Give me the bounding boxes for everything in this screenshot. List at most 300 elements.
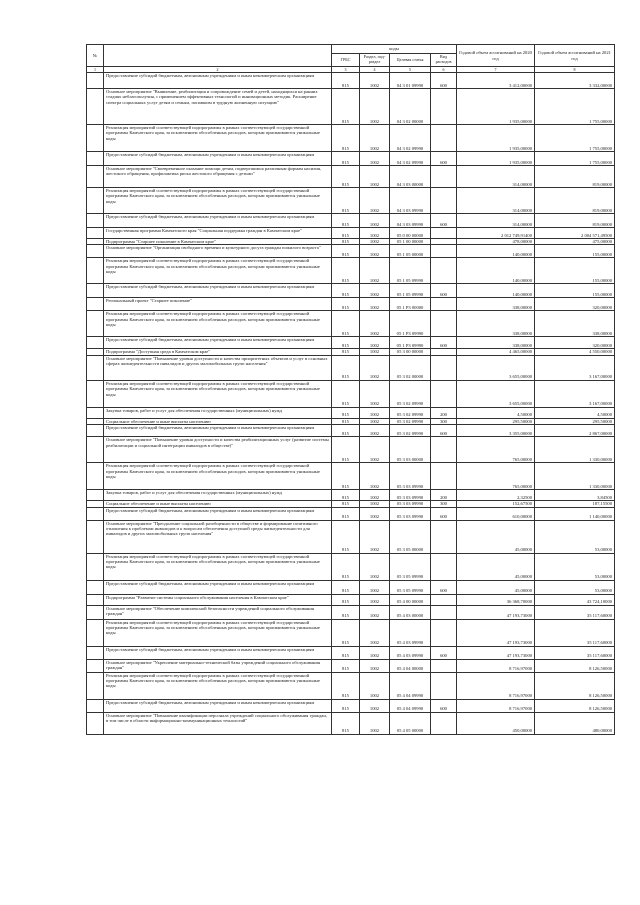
row-num-cell (87, 214, 104, 228)
row-section-cell: 1002 (360, 507, 390, 520)
col-grbs-header: ГРБС (332, 54, 360, 67)
row-name-cell: Подпрограмма "Развитие системы социального обслуживания населения в Камчатском крае" (104, 594, 332, 605)
row-target-cell: 05 3 03 09990 (390, 501, 431, 507)
row-grbs-cell: 815 (332, 258, 360, 284)
row-sum-2020-cell: 765,00000 (457, 463, 535, 490)
row-sum-2021-cell: 2 867,00000 (535, 425, 615, 437)
row-expense-type-cell (431, 463, 457, 490)
row-section-cell: 1002 (360, 245, 390, 258)
row-name-cell: Социальное обеспечение и иные выплаты населению (104, 418, 332, 424)
row-expense-type-cell: 600 (431, 284, 457, 298)
row-grbs-cell: 815 (332, 501, 360, 507)
row-section-cell: 1002 (360, 166, 390, 188)
table-row (87, 125, 615, 152)
col-2020-header: Годовой объем ассигнований на 2020 год (457, 45, 535, 67)
row-num-cell (87, 188, 104, 214)
row-expense-type-cell: 600 (431, 337, 457, 349)
row-grbs-cell: 815 (332, 418, 360, 424)
column-index-cell: 5 (390, 67, 431, 73)
row-name-cell: Реализация мероприятий соответствующей подпрограммы в рамках соответствующей государственной программы Камчатского края, за исключением обособленных расходов, которым присваиваются уникальные коды (104, 311, 332, 337)
row-expense-type-cell (431, 605, 457, 619)
row-section-cell: 1002 (360, 501, 390, 507)
row-sum-2020-cell: 47 193,73000 (457, 646, 535, 659)
row-expense-type-cell (431, 712, 457, 734)
table-row (87, 425, 615, 437)
row-sum-2020-cell: 3 412,00000 (457, 73, 535, 89)
row-sum-2020-cell: 4 465,00000 (457, 349, 535, 355)
row-target-cell: 05 3 02 09990 (390, 425, 431, 437)
row-sum-2020-cell: 8 716,97000 (457, 672, 535, 699)
row-target-cell: 05 1 00 00000 (390, 239, 431, 245)
row-name-cell: Основное мероприятие "Преодоление социальной разобщенности в обществе и формирование позитивного отношения к проблемам инвалидов и к вопросам обеспечения доступной среды жизнедеятельности для инвалидов и других маломобильных групп населения" (104, 520, 332, 553)
table-row (87, 228, 615, 239)
row-sum-2021-cell: 819,00000 (535, 214, 615, 228)
row-sum-2020-cell: 295,50000 (457, 418, 535, 424)
row-grbs-cell: 815 (332, 490, 360, 501)
table-row (87, 507, 615, 520)
row-num-cell (87, 337, 104, 349)
row-sum-2021-cell: 3 167,00000 (535, 380, 615, 407)
row-sum-2020-cell: 47 193,73000 (457, 605, 535, 619)
row-name-cell: Основное мероприятие "Выявление, реабилитация и сопровождение семей и детей, находящихся на ранних стадиях неблагополучия, с применением эффективных технологий и инновационных методик. Расширение спектра социальных услуг детям и семьям, попавшим в трудную жизненную ситуацию" (104, 89, 332, 125)
row-name-cell: Закупка товаров, работ и услуг для обеспечения государственных (муниципальных) нужд (104, 407, 332, 418)
row-sum-2021-cell: 8 126,50000 (535, 699, 615, 712)
row-grbs-cell: 815 (332, 355, 360, 380)
row-grbs-cell: 815 (332, 166, 360, 188)
row-grbs-cell: 815 (332, 407, 360, 418)
row-sum-2021-cell: 155,00000 (535, 284, 615, 298)
row-target-cell: 04 3 02 09990 (390, 152, 431, 166)
row-sum-2021-cell: 53,00000 (535, 553, 615, 580)
row-target-cell: 04 3 01 09990 (390, 73, 431, 89)
table-row (87, 73, 615, 89)
row-sum-2020-cell: 2 012 749,91400 (457, 228, 535, 239)
row-target-cell: 04 3 03 09990 (390, 214, 431, 228)
row-expense-type-cell: 600 (431, 646, 457, 659)
row-grbs-cell: 815 (332, 507, 360, 520)
row-sum-2021-cell: 475,00000 (535, 239, 615, 245)
table-row (87, 355, 615, 380)
row-target-cell: 05 4 04 09990 (390, 672, 431, 699)
row-sum-2020-cell: 45,00000 (457, 580, 535, 594)
row-target-cell: 05 4 05 00000 (390, 712, 431, 734)
row-name-cell: Предоставление субсидий бюджетным, автономным учреждениям и иным некоммерческим организациям (104, 646, 332, 659)
row-num-cell (87, 284, 104, 298)
row-target-cell: 05 3 03 09990 (390, 490, 431, 501)
row-section-cell: 1002 (360, 425, 390, 437)
row-section-cell: 1002 (360, 490, 390, 501)
codes-group-header: коды (332, 45, 457, 54)
row-expense-type-cell (431, 89, 457, 125)
row-sum-2020-cell: 765,00000 (457, 437, 535, 463)
row-expense-type-cell (431, 520, 457, 553)
row-name-cell: Реализация мероприятий соответствующей подпрограммы в рамках соответствующей государственной программы Камчатского края, за исключением обособленных расходов, которым присваиваются уникальные коды (104, 672, 332, 699)
row-grbs-cell: 815 (332, 553, 360, 580)
row-expense-type-cell: 600 (431, 152, 457, 166)
row-target-cell: 04 3 02 09990 (390, 125, 431, 152)
table-row (87, 89, 615, 125)
row-sum-2020-cell: 140,00000 (457, 245, 535, 258)
row-section-cell: 1002 (360, 463, 390, 490)
table-row (87, 605, 615, 619)
row-num-cell (87, 152, 104, 166)
row-sum-2020-cell: 314,00000 (457, 188, 535, 214)
row-name-cell: Предоставление субсидий бюджетным, автономным учреждениям и иным некоммерческим организациям (104, 152, 332, 166)
row-name-cell: Закупка товаров, работ и услуг для обеспечения государственных (муниципальных) нужд (104, 490, 332, 501)
row-grbs-cell: 815 (332, 73, 360, 89)
row-target-cell: 05 4 03 09990 (390, 619, 431, 646)
row-section-cell: 1002 (360, 152, 390, 166)
row-grbs-cell: 815 (332, 619, 360, 646)
row-target-cell: 05 3 03 09990 (390, 463, 431, 490)
row-target-cell: 05 4 03 00000 (390, 605, 431, 619)
row-num-cell (87, 245, 104, 258)
row-sum-2021-cell: 819,00000 (535, 188, 615, 214)
row-grbs-cell: 815 (332, 699, 360, 712)
row-expense-type-cell: 600 (431, 425, 457, 437)
table-row (87, 284, 615, 298)
row-name-cell: Основное мероприятие "Своевременное оказание помощи детям, подвергшимся различным формам насилия, жестокого обращения, профилактика риска жестокого обращения с детьми" (104, 166, 332, 188)
row-sum-2020-cell: 1 935,00000 (457, 125, 535, 152)
row-expense-type-cell: 300 (431, 501, 457, 507)
row-sum-2021-cell: 155,00000 (535, 258, 615, 284)
row-section-cell: 1002 (360, 214, 390, 228)
row-expense-type-cell (431, 245, 457, 258)
row-name-cell: Основное мероприятие "Повышение уровня доступности и качества приоритетных объектов и услуг в основных сферах жизнедеятельности инвалидов и других маломобильных групп населения" (104, 355, 332, 380)
col-name-header (104, 45, 332, 67)
row-grbs-cell: 815 (332, 214, 360, 228)
row-target-cell: 05 3 05 09990 (390, 553, 431, 580)
table-row (87, 659, 615, 672)
row-target-cell: 04 3 03 09990 (390, 188, 431, 214)
row-section-cell: 1002 (360, 258, 390, 284)
row-name-cell: Реализация мероприятий соответствующей подпрограммы в рамках соответствующей государственной программы Камчатского края, за исключением обособленных расходов, которым присваиваются уникальные коды (104, 463, 332, 490)
row-sum-2021-cell: 1 330,00000 (535, 463, 615, 490)
row-num-cell (87, 659, 104, 672)
row-target-cell: 05 3 03 00000 (390, 437, 431, 463)
row-grbs-cell: 815 (332, 580, 360, 594)
column-index-cell: 7 (457, 67, 535, 73)
row-target-cell: 04 3 02 00000 (390, 89, 431, 125)
row-num-cell (87, 646, 104, 659)
row-num-cell (87, 89, 104, 125)
row-name-cell: Подпрограмма "Доступная среда в Камчатском крае" (104, 349, 332, 355)
column-index-cell: 3 (332, 67, 360, 73)
column-index-cell: 6 (431, 67, 457, 73)
row-sum-2020-cell: 140,00000 (457, 258, 535, 284)
row-section-cell: 1002 (360, 349, 390, 355)
row-section-cell: 1002 (360, 418, 390, 424)
table-row (87, 214, 615, 228)
row-expense-type-cell (431, 355, 457, 380)
row-sum-2021-cell: 320,00000 (535, 337, 615, 349)
row-name-cell: Региональный проект "Старшее поколение" (104, 298, 332, 311)
row-name-cell: Социальное обеспечение и иные выплаты населению (104, 501, 332, 507)
row-grbs-cell: 815 (332, 672, 360, 699)
budget-table-sheet (86, 44, 614, 735)
row-name-cell: Предоставление субсидий бюджетным, автономным учреждениям и иным некоммерческим организациям (104, 284, 332, 298)
row-expense-type-cell (431, 298, 457, 311)
row-section-cell: 1002 (360, 228, 390, 239)
row-section-cell: 1002 (360, 646, 390, 659)
row-num-cell (87, 425, 104, 437)
table-row (87, 699, 615, 712)
row-target-cell: 05 3 05 09990 (390, 580, 431, 594)
row-sum-2021-cell: 8 126,50000 (535, 659, 615, 672)
column-index-cell: 8 (535, 67, 615, 73)
table-row (87, 490, 615, 501)
row-expense-type-cell: 600 (431, 214, 457, 228)
row-target-cell: 05 3 05 00000 (390, 520, 431, 553)
row-num-cell (87, 73, 104, 89)
row-sum-2021-cell: 3 167,00000 (535, 355, 615, 380)
row-expense-type-cell (431, 125, 457, 152)
row-target-cell: 05 1 05 09990 (390, 284, 431, 298)
row-expense-type-cell: 600 (431, 73, 457, 89)
row-sum-2021-cell: 1 755,00000 (535, 125, 615, 152)
row-num-cell (87, 605, 104, 619)
row-sum-2020-cell: 1 935,00000 (457, 152, 535, 166)
row-target-cell: 05 0 00 00000 (390, 228, 431, 239)
table-row (87, 258, 615, 284)
row-num-cell (87, 258, 104, 284)
table-row (87, 437, 615, 463)
row-target-cell: 05 1 P3 00000 (390, 298, 431, 311)
row-num-cell (87, 490, 104, 501)
row-section-cell: 1002 (360, 337, 390, 349)
row-name-cell: Основное мероприятие "Укрепление материально-технической базы учреждений социального обслуживания граждан" (104, 659, 332, 672)
row-sum-2020-cell: 3 655,00000 (457, 380, 535, 407)
row-sum-2020-cell: 610,00000 (457, 507, 535, 520)
row-sum-2020-cell: 338,00000 (457, 337, 535, 349)
row-name-cell: Подпрограмма "Старшее поколение в Камчатском крае" (104, 239, 332, 245)
row-grbs-cell: 815 (332, 380, 360, 407)
row-sum-2021-cell: 2 004 571,49500 (535, 228, 615, 239)
row-sum-2020-cell: 4,50000 (457, 407, 535, 418)
row-expense-type-cell (431, 619, 457, 646)
row-expense-type-cell: 300 (431, 418, 457, 424)
row-expense-type-cell: 600 (431, 507, 457, 520)
row-num-cell (87, 463, 104, 490)
row-sum-2020-cell: 1 935,00000 (457, 89, 535, 125)
row-name-cell: Предоставление субсидий бюджетным, автономным учреждениям и иным некоммерческим организациям (104, 337, 332, 349)
row-num-cell (87, 594, 104, 605)
row-target-cell: 05 3 02 00000 (390, 355, 431, 380)
col-expense-type-header: Вид расходов (431, 54, 457, 67)
row-num-cell (87, 619, 104, 646)
row-sum-2021-cell: 35 117,60000 (535, 605, 615, 619)
row-sum-2020-cell: 314,00000 (457, 214, 535, 228)
row-grbs-cell: 815 (332, 311, 360, 337)
row-target-cell: 05 3 02 09990 (390, 380, 431, 407)
column-index-cell: 2 (104, 67, 332, 73)
row-grbs-cell: 815 (332, 298, 360, 311)
row-expense-type-cell: 200 (431, 490, 457, 501)
table-row (87, 166, 615, 188)
row-expense-type-cell: 200 (431, 407, 457, 418)
column-index-cell: 4 (360, 67, 390, 73)
row-grbs-cell: 815 (332, 594, 360, 605)
row-expense-type-cell (431, 553, 457, 580)
row-name-cell: Предоставление субсидий бюджетным, автономным учреждениям и иным некоммерческим организациям (104, 580, 332, 594)
row-section-cell: 1002 (360, 188, 390, 214)
row-target-cell: 05 3 00 00000 (390, 349, 431, 355)
row-num-cell (87, 311, 104, 337)
row-num-cell (87, 166, 104, 188)
row-target-cell: 05 4 00 00000 (390, 594, 431, 605)
row-section-cell: 1002 (360, 311, 390, 337)
row-target-cell: 05 3 02 09990 (390, 418, 431, 424)
row-section-cell: 1002 (360, 125, 390, 152)
row-sum-2021-cell: 35 117,60000 (535, 619, 615, 646)
row-expense-type-cell (431, 659, 457, 672)
row-expense-type-cell (431, 228, 457, 239)
row-grbs-cell: 815 (332, 89, 360, 125)
table-row (87, 580, 615, 594)
row-num-cell (87, 355, 104, 380)
row-target-cell: 05 4 03 09990 (390, 646, 431, 659)
table-row (87, 245, 615, 258)
row-sum-2021-cell: 155,00000 (535, 245, 615, 258)
row-name-cell: Реализация мероприятий соответствующей подпрограммы в рамках соответствующей государственной программы Камчатского края, за исключением обособленных расходов, которым присваиваются уникальные коды (104, 619, 332, 646)
row-section-cell: 1002 (360, 619, 390, 646)
row-expense-type-cell (431, 380, 457, 407)
row-num-cell (87, 507, 104, 520)
row-grbs-cell: 815 (332, 125, 360, 152)
row-section-cell: 1002 (360, 672, 390, 699)
row-section-cell: 1002 (360, 284, 390, 298)
row-name-cell: Предоставление субсидий бюджетным, автономным учреждениям и иным некоммерческим организациям (104, 507, 332, 520)
row-grbs-cell: 815 (332, 188, 360, 214)
row-target-cell: 05 3 03 09990 (390, 507, 431, 520)
row-target-cell: 05 1 05 09990 (390, 258, 431, 284)
row-section-cell: 1002 (360, 89, 390, 125)
row-sum-2020-cell: 8 716,97000 (457, 699, 535, 712)
row-sum-2021-cell: 53,00000 (535, 580, 615, 594)
row-grbs-cell: 815 (332, 228, 360, 239)
row-sum-2021-cell: 1 755,00000 (535, 89, 615, 125)
col-target-header: Целевая статья (390, 54, 431, 67)
budget-table (86, 44, 615, 735)
row-grbs-cell: 815 (332, 605, 360, 619)
row-target-cell: 05 1 05 00000 (390, 245, 431, 258)
row-target-cell: 05 4 04 09990 (390, 699, 431, 712)
row-sum-2020-cell: 450,00000 (457, 712, 535, 734)
row-section-cell: 1002 (360, 298, 390, 311)
row-num-cell (87, 580, 104, 594)
row-target-cell: 05 4 04 00000 (390, 659, 431, 672)
row-num-cell (87, 437, 104, 463)
row-section-cell: 1002 (360, 355, 390, 380)
row-section-cell: 1002 (360, 605, 390, 619)
table-row (87, 712, 615, 734)
row-grbs-cell: 815 (332, 437, 360, 463)
row-sum-2021-cell: 1 140,00000 (535, 507, 615, 520)
row-sum-2020-cell: 140,00000 (457, 284, 535, 298)
row-name-cell: Основное мероприятие "Организация свободного времени и культурного досуга граждан пожилого возраста" (104, 245, 332, 258)
table-row (87, 337, 615, 349)
row-name-cell: Реализация мероприятий соответствующей подпрограммы в рамках соответствующей государственной программы Камчатского края, за исключением обособленных расходов, которым присваиваются уникальные коды (104, 553, 332, 580)
row-section-cell: 1002 (360, 73, 390, 89)
row-expense-type-cell (431, 437, 457, 463)
col-2021-header: Годовой объем ассигнований на 2021 год (535, 45, 615, 67)
row-target-cell: 05 1 P3 09990 (390, 337, 431, 349)
row-sum-2021-cell: 8 126,50000 (535, 672, 615, 699)
row-num-cell (87, 672, 104, 699)
row-section-cell: 1002 (360, 594, 390, 605)
row-grbs-cell: 815 (332, 463, 360, 490)
row-expense-type-cell (431, 188, 457, 214)
row-sum-2020-cell: 2,32500 (457, 490, 535, 501)
row-name-cell: Реализация мероприятий соответствующей подпрограммы в рамках соответствующей государственной программы Камчатского края, за исключением обособленных расходов, которым присваиваются уникальные коды (104, 188, 332, 214)
table-row (87, 188, 615, 214)
row-num-cell (87, 407, 104, 418)
row-expense-type-cell (431, 166, 457, 188)
row-name-cell: Основное мероприятие "Обеспечение комплексной безопасности учреждений социального обслуживания граждан" (104, 605, 332, 619)
row-name-cell: Предоставление субсидий бюджетным, автономным учреждениям и иным некоммерческим организациям (104, 214, 332, 228)
row-grbs-cell: 815 (332, 425, 360, 437)
row-sum-2020-cell: 3 655,00000 (457, 355, 535, 380)
row-section-cell: 1002 (360, 407, 390, 418)
row-sum-2021-cell: 3 332,00000 (535, 73, 615, 89)
table-row (87, 298, 615, 311)
row-sum-2020-cell: 8 716,97000 (457, 659, 535, 672)
row-sum-2020-cell: 314,00000 (457, 166, 535, 188)
row-sum-2020-cell: 338,00000 (457, 298, 535, 311)
row-section-cell: 1002 (360, 580, 390, 594)
row-grbs-cell: 815 (332, 337, 360, 349)
row-sum-2021-cell: 819,00000 (535, 166, 615, 188)
row-sum-2021-cell: 187,15500 (535, 501, 615, 507)
row-section-cell: 1002 (360, 437, 390, 463)
row-name-cell: Реализация мероприятий соответствующей подпрограммы в рамках соответствующей государственной программы Камчатского края, за исключением обособленных расходов, которым присваиваются уникальные коды (104, 258, 332, 284)
row-sum-2020-cell: 47 193,73000 (457, 619, 535, 646)
row-sum-2021-cell: 4 550,00000 (535, 349, 615, 355)
table-row (87, 646, 615, 659)
table-row (87, 407, 615, 418)
row-sum-2021-cell: 295,50000 (535, 418, 615, 424)
row-sum-2021-cell: 320,00000 (535, 298, 615, 311)
row-num-cell (87, 380, 104, 407)
row-grbs-cell: 815 (332, 646, 360, 659)
row-sum-2020-cell: 478,00000 (457, 239, 535, 245)
row-grbs-cell: 815 (332, 152, 360, 166)
row-expense-type-cell (431, 311, 457, 337)
row-name-cell: Реализация мероприятий соответствующей подпрограммы в рамках соответствующей государственной программы Камчатского края, за исключением обособленных расходов, которым присваиваются уникальные коды (104, 125, 332, 152)
row-grbs-cell: 815 (332, 520, 360, 553)
row-name-cell: Предоставление субсидий бюджетным, автономным учреждениям и иным некоммерческим организациям (104, 425, 332, 437)
row-section-cell: 1002 (360, 699, 390, 712)
row-sum-2021-cell: 1 755,00000 (535, 152, 615, 166)
col-section-header: Раздел, под-раздел (360, 54, 390, 67)
row-sum-2021-cell: 3,84500 (535, 490, 615, 501)
table-row (87, 672, 615, 699)
row-section-cell: 1002 (360, 553, 390, 580)
row-name-cell: Основное мероприятие "Повышение квалификации персонала учреждений социального обслуживания граждан, в том числе в области информационно-коммуникационных технологий" (104, 712, 332, 734)
row-section-cell: 1002 (360, 712, 390, 734)
row-section-cell: 1002 (360, 239, 390, 245)
row-grbs-cell: 815 (332, 239, 360, 245)
row-name-cell: Реализация мероприятий соответствующей подпрограммы в рамках соответствующей государственной программы Камчатского края, за исключением обособленных расходов, которым присваиваются уникальные коды (104, 380, 332, 407)
col-num-header: № (87, 45, 104, 67)
row-target-cell: 05 3 02 09990 (390, 407, 431, 418)
table-body (87, 67, 615, 735)
row-sum-2021-cell: 338,00000 (535, 311, 615, 337)
row-sum-2021-cell: 43 724,10000 (535, 594, 615, 605)
row-name-cell: Государственная программа Камчатского края "Социальная поддержка граждан в Камчатском крае" (104, 228, 332, 239)
row-num-cell (87, 228, 104, 239)
table-row (87, 619, 615, 646)
